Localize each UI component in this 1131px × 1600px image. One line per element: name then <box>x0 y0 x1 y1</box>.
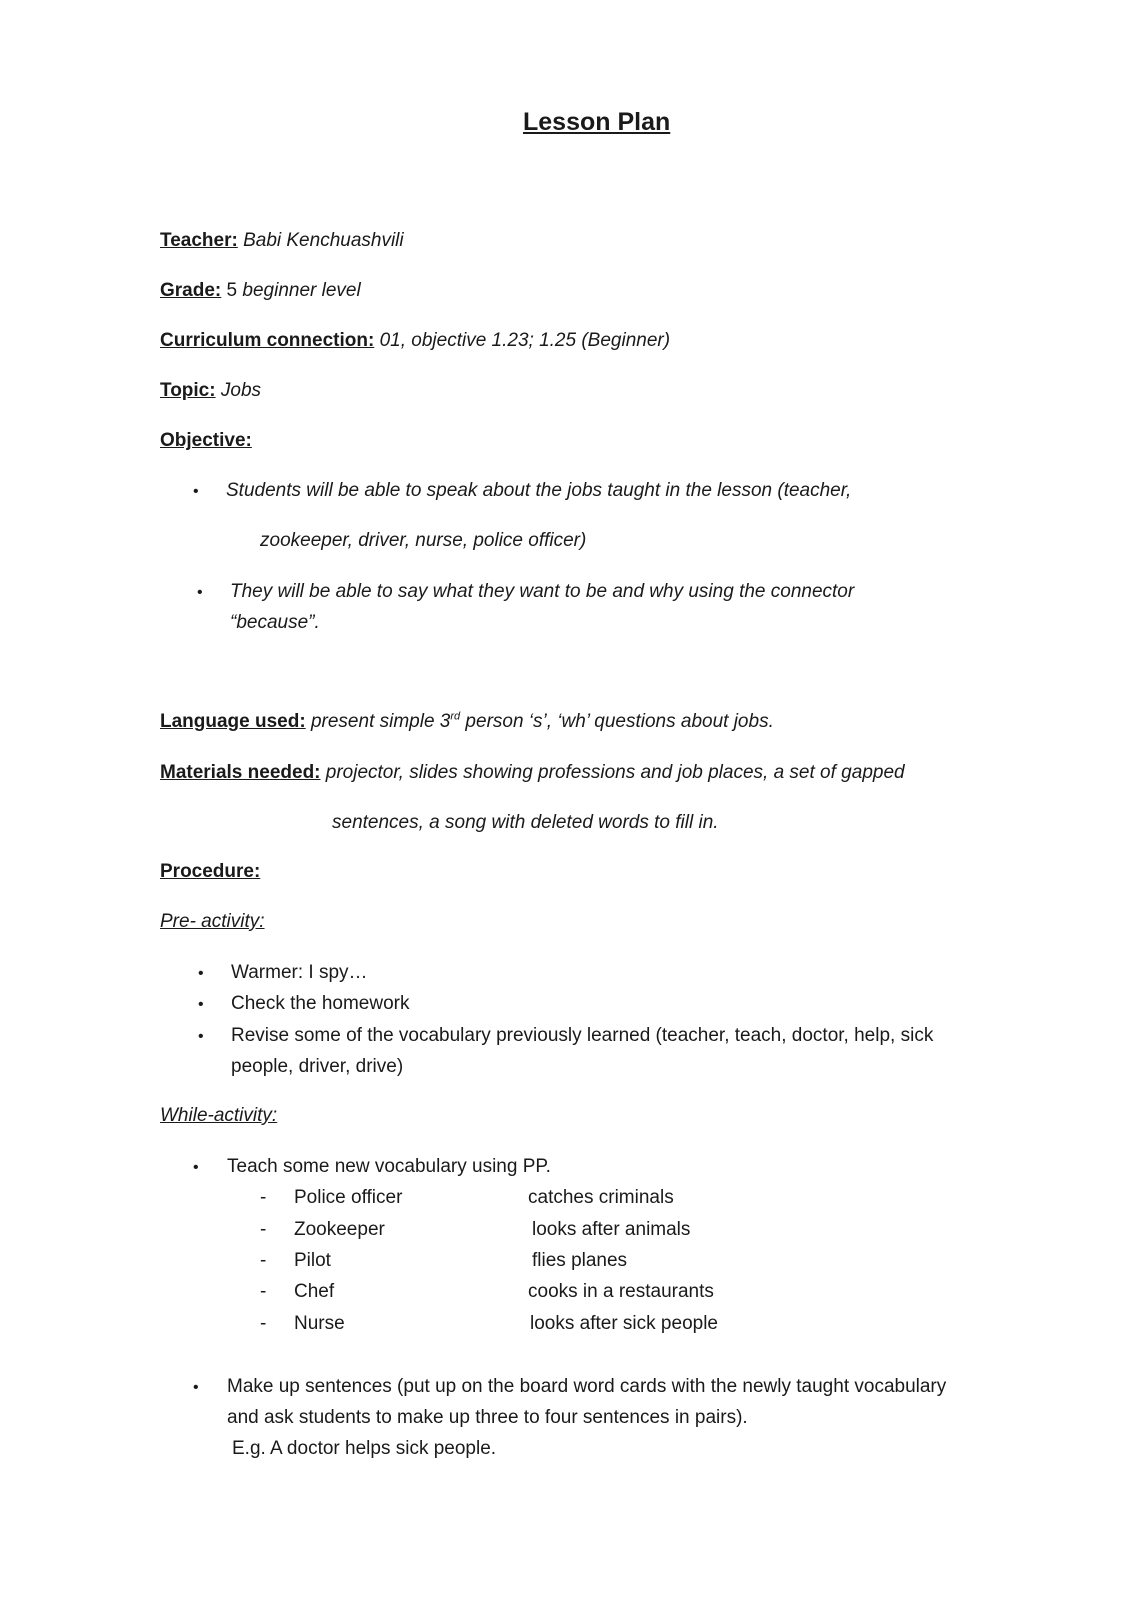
bullet-icon: • <box>193 1159 199 1176</box>
pre-activity-item-2: Check the homework <box>231 993 410 1014</box>
pre-activity-label: Pre- activity: <box>160 911 265 932</box>
vocab-word: Police officer <box>294 1187 403 1208</box>
vocab-word: Pilot <box>294 1250 331 1271</box>
dash-icon: - <box>260 1250 267 1271</box>
language-label: Language used: <box>160 711 306 732</box>
teacher-value: Babi Kenchuashvili <box>243 230 404 251</box>
bullet-icon: • <box>198 1028 204 1045</box>
pre-activity-item-3: Revise some of the vocabulary previously learned (teacher, teach, doctor, help, sick <box>231 1025 934 1046</box>
language-value-pre: present simple 3 <box>310 711 451 732</box>
dash-icon: - <box>260 1281 267 1302</box>
page-title: Lesson Plan <box>523 108 671 136</box>
language-field <box>160 710 774 734</box>
materials-label: Materials needed: <box>160 762 321 783</box>
dash-icon: - <box>260 1313 267 1334</box>
while-activity-task-line2: and ask students to make up three to four sentences in pairs). <box>227 1407 748 1428</box>
dash-icon: - <box>260 1187 267 1208</box>
materials-line1: projector, slides showing professions and job places, a set of gapped <box>325 762 905 783</box>
pre-activity-item-3-continued: people, driver, drive) <box>231 1056 404 1077</box>
procedure-label: Procedure: <box>160 861 261 882</box>
vocab-word: Zookeeper <box>294 1219 385 1240</box>
bullet-icon: • <box>198 996 204 1013</box>
grade-number: 5 <box>226 280 238 301</box>
language-superscript: rd <box>450 710 461 723</box>
topic-value: Jobs <box>220 380 262 401</box>
vocab-meaning: looks after sick people <box>530 1313 718 1334</box>
materials-field <box>160 761 905 785</box>
while-activity-label: While-activity: <box>160 1105 278 1126</box>
teacher-label: Teacher: <box>160 230 238 251</box>
vocab-meaning: cooks in a restaurants <box>528 1281 714 1302</box>
curriculum-value: 01, objective 1.23; 1.25 (Beginner) <box>379 330 671 351</box>
while-activity-intro: Teach some new vocabulary using PP. <box>227 1156 551 1177</box>
grade-field <box>160 279 361 303</box>
language-value-post: person ‘s’, ‘wh’ questions about jobs. <box>460 711 774 732</box>
grade-label: Grade: <box>160 280 222 301</box>
bullet-icon: • <box>193 483 199 500</box>
topic-label: Topic: <box>160 380 216 401</box>
vocab-word: Chef <box>294 1281 335 1302</box>
vocab-meaning: looks after animals <box>532 1219 691 1240</box>
objective-item-1-line2: zookeeper, driver, nurse, police officer) <box>260 530 587 551</box>
objective-item-1-line1: Students will be able to speak about the jobs taught in the lesson (teacher, <box>226 480 852 501</box>
bullet-icon: • <box>193 1379 199 1396</box>
curriculum-label: Curriculum connection: <box>160 330 375 351</box>
vocab-word: Nurse <box>294 1313 345 1334</box>
while-activity-example: E.g. A doctor helps sick people. <box>232 1438 497 1459</box>
objective-item-2-line1: They will be able to say what they want to be and why using the connector <box>230 581 855 602</box>
vocab-meaning: flies planes <box>532 1250 628 1271</box>
teacher-field <box>160 229 404 253</box>
objective-item-2-line2: “because”. <box>230 612 320 633</box>
materials-line2: sentences, a song with deleted words to fill in. <box>332 812 719 833</box>
topic-field <box>160 379 261 403</box>
grade-value: beginner level <box>242 280 361 301</box>
vocab-meaning: catches criminals <box>528 1187 674 1208</box>
bullet-icon: • <box>197 584 203 601</box>
dash-icon: - <box>260 1219 267 1240</box>
while-activity-task-line1: Make up sentences (put up on the board word cards with the newly taught vocabulary <box>227 1376 947 1397</box>
curriculum-field <box>160 329 670 353</box>
bullet-icon: • <box>198 965 204 982</box>
objective-label: Objective: <box>160 430 252 451</box>
pre-activity-item-1: Warmer: I spy… <box>231 962 368 983</box>
